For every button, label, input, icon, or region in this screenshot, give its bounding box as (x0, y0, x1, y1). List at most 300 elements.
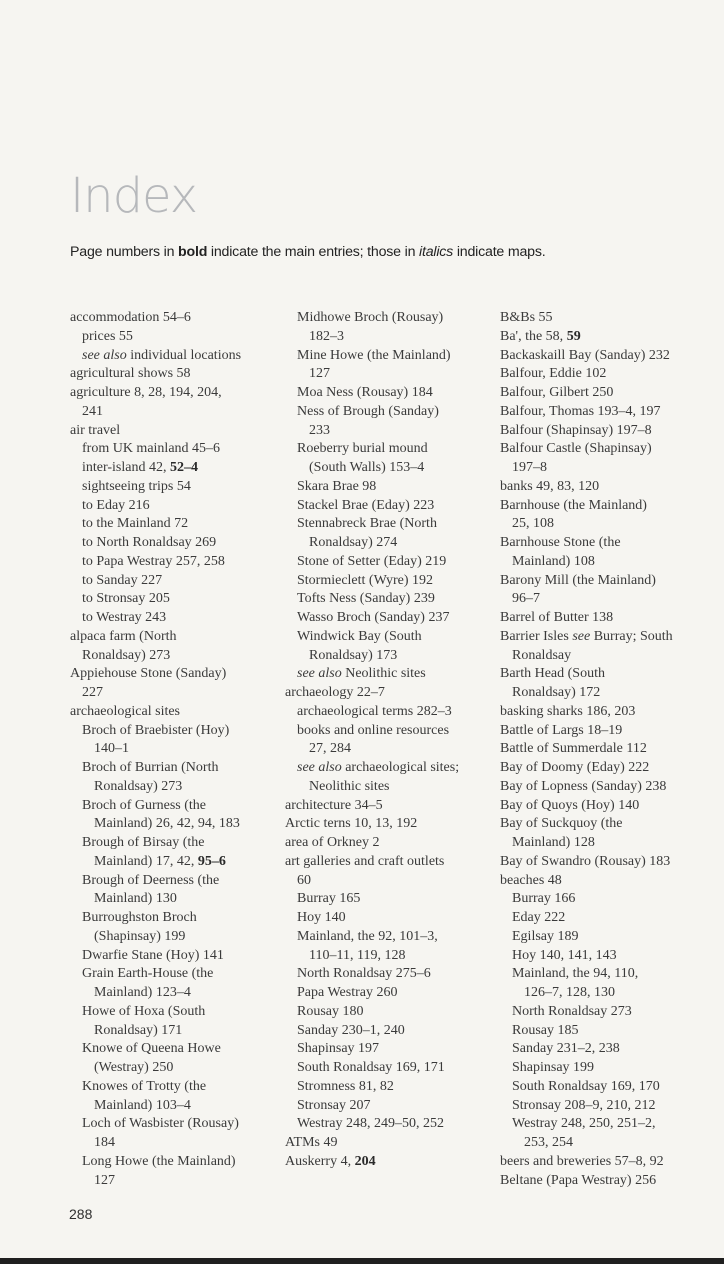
entry-text: Sanday 231–2, 238 (512, 1041, 620, 1057)
entry-text: Bay of Suckquoy (the (500, 816, 623, 832)
index-entry (70, 834, 282, 872)
index-entry (500, 1022, 722, 1041)
index-entry (500, 1059, 722, 1078)
entry-text: Grain Earth-House (the (82, 966, 214, 982)
entry-text: 127 (309, 366, 330, 382)
index-entry-line (500, 553, 722, 572)
entry-text: to Eday 216 (82, 497, 150, 513)
index-entry (285, 1022, 495, 1041)
index-entry-line (285, 965, 495, 984)
index-entry (285, 497, 495, 516)
entry-text: Stackel Brae (Eday) 223 (297, 497, 435, 513)
index-entry-line (285, 309, 495, 328)
note-italic-word: italics (419, 244, 454, 260)
entry-text: sightseeing trips 54 (82, 478, 191, 494)
index-entry-line (500, 928, 722, 947)
index-entry (285, 553, 495, 572)
entry-text: Ronaldsay) 274 (309, 535, 398, 550)
note-text-end: indicate maps. (453, 244, 546, 260)
index-entry (285, 965, 495, 984)
entry-text: 241 (82, 403, 103, 419)
index-entry-line (285, 347, 495, 366)
entry-text: Battle of Summerdale 112 (500, 741, 647, 757)
bold-page-ref: 59 (566, 328, 581, 344)
index-entry-line (70, 459, 282, 478)
entry-text: 110–11, 119, 128 (309, 947, 406, 963)
index-entry-line (285, 665, 495, 684)
index-entry-line (70, 478, 282, 497)
entry-text: Mine Howe (the Mainland) (297, 347, 451, 363)
index-entry-line (70, 309, 282, 328)
index-entry (500, 778, 722, 797)
index-entry-line (70, 1022, 282, 1041)
index-entry (70, 1153, 282, 1191)
index-entry (500, 478, 722, 497)
index-entry (500, 1153, 722, 1172)
index-entry (285, 609, 495, 628)
index-entry-line (70, 1134, 282, 1153)
index-entry-line (70, 984, 282, 1003)
entry-text: Stromness 81, 82 (297, 1078, 394, 1094)
entry-text: area of Orkney 2 (285, 835, 380, 850)
index-entry-line (500, 684, 722, 703)
index-entry (70, 797, 282, 835)
index-entry (500, 440, 722, 478)
entry-text: agriculture 8, 28, 194, 204, (70, 385, 222, 400)
entry-text: Ba', the 58, (500, 328, 567, 344)
entry-text: Bay of Lopness (Sanday) 238 (500, 778, 667, 794)
index-entry-line (285, 515, 495, 534)
index-entry (70, 553, 282, 572)
index-entry-line (500, 403, 722, 422)
index-entry-line (285, 459, 495, 478)
index-entry (70, 384, 282, 422)
index-entry (285, 590, 495, 609)
index-entry-line (500, 497, 722, 516)
entry-text: Loch of Wasbister (Rousay) (82, 1116, 239, 1132)
scan-edge (0, 1258, 724, 1264)
index-entry (70, 572, 282, 591)
index-entry (500, 759, 722, 778)
index-entry (285, 1115, 495, 1134)
index-entry-line (285, 797, 495, 816)
entry-text: Burray; South (590, 628, 673, 644)
index-entry (70, 534, 282, 553)
entry-text: Ronaldsay) 273 (94, 778, 183, 794)
entry-text: archaeological sites; (341, 760, 460, 775)
entry-text: B&Bs 55 (500, 310, 553, 325)
entry-text: Ronaldsay) 172 (512, 685, 601, 700)
index-entry-line (70, 759, 282, 778)
entry-text: Moa Ness (Rousay) 184 (297, 385, 433, 400)
entry-text: Barrier Isles (500, 628, 573, 644)
index-entry-line (285, 1153, 495, 1172)
entry-text: ATMs 49 (285, 1135, 338, 1150)
index-entry-line (70, 703, 282, 722)
index-entry-line (500, 422, 722, 441)
index-entry (70, 1003, 282, 1041)
entry-text: 253, 254 (524, 1135, 573, 1150)
index-entry-line (500, 722, 722, 741)
index-entry-line (70, 778, 282, 797)
entry-text: Neolithic sites (309, 778, 390, 794)
entry-text: Neolithic sites (341, 666, 426, 682)
index-entry (500, 365, 722, 384)
index-entry-line (500, 759, 722, 778)
index-entry (70, 459, 282, 478)
entry-text: Stennabreck Brae (North (297, 516, 437, 532)
index-entry-line (285, 365, 495, 384)
index-entry (70, 1115, 282, 1153)
index-entry-line (70, 422, 282, 441)
index-entry-line (500, 1134, 722, 1153)
index-entry (70, 628, 282, 666)
index-entry (285, 478, 495, 497)
index-entry (70, 497, 282, 516)
entry-text: Stone of Setter (Eday) 219 (297, 553, 447, 569)
index-entry (70, 478, 282, 497)
index-entry-line (285, 647, 495, 666)
entry-text: Arctic terns 10, 13, 192 (285, 816, 418, 832)
index-entry (70, 909, 282, 947)
index-entry-line (500, 984, 722, 1003)
entry-text: individual locations (126, 347, 242, 363)
entry-text: Windwick Bay (South (297, 628, 422, 644)
index-entry-line (70, 834, 282, 853)
entry-text: to Stronsay 205 (82, 591, 170, 607)
index-entry (70, 965, 282, 1003)
index-entry (500, 572, 722, 610)
entry-text: Sanday 230–1, 240 (297, 1022, 405, 1038)
index-entry (285, 797, 495, 816)
index-entry-line (70, 1040, 282, 1059)
index-entry (70, 947, 282, 966)
index-entry (500, 1078, 722, 1097)
index-entry (500, 703, 722, 722)
entry-text: from UK mainland 45–6 (82, 441, 221, 457)
index-entry-line (500, 478, 722, 497)
entry-text: Bay of Swandro (Rousay) 183 (500, 853, 671, 869)
entry-text: Howe of Hoxa (South (82, 1003, 206, 1019)
index-entry (285, 1097, 495, 1116)
index-entry-line (500, 890, 722, 909)
index-entry-line (500, 797, 722, 816)
index-entry-line (285, 1115, 495, 1134)
index-entry-line (500, 965, 722, 984)
entry-text: Broch of Burrian (North (82, 760, 219, 775)
index-entry-line (500, 1022, 722, 1041)
index-entry-line (285, 384, 495, 403)
index-entry (70, 365, 282, 384)
index-entry (500, 797, 722, 816)
entry-text: Papa Westray 260 (297, 985, 398, 1000)
index-entry-line (70, 572, 282, 591)
italic-text: see also (82, 347, 127, 363)
entry-text: Balfour, Thomas 193–4, 197 (500, 403, 661, 419)
index-entry-line (70, 1097, 282, 1116)
entry-text: Mainland) 26, 42, 94, 183 (94, 816, 240, 832)
index-entry-line (500, 572, 722, 591)
entry-text: art galleries and craft outlets (285, 853, 445, 869)
entry-text: Roeberry burial mound (297, 441, 428, 457)
entry-text: 25, 108 (512, 516, 554, 532)
index-entry-line (500, 1097, 722, 1116)
entry-text: Barnhouse (the Mainland) (500, 497, 647, 513)
index-entry-line (285, 815, 495, 834)
entry-text: basking sharks 186, 203 (500, 703, 636, 719)
index-entry (70, 515, 282, 534)
index-entry-line (285, 403, 495, 422)
index-entry-line (500, 515, 722, 534)
index-entry (285, 703, 495, 722)
index-entry (285, 984, 495, 1003)
index-entry (500, 722, 722, 741)
index-entry-line (500, 365, 722, 384)
index-entry (70, 590, 282, 609)
index-entry (500, 309, 722, 328)
index-entry-line (70, 403, 282, 422)
index-entry-line (70, 628, 282, 647)
index-entry-line (285, 872, 495, 891)
entry-text: South Ronaldsay 169, 170 (512, 1078, 660, 1094)
index-entry-line (70, 797, 282, 816)
index-entry-line (500, 647, 722, 666)
entry-text: Balfour Castle (Shapinsay) (500, 441, 652, 457)
index-entry-line (70, 853, 282, 872)
index-entry (285, 1078, 495, 1097)
entry-text: to Sanday 227 (82, 572, 163, 588)
entry-text: Barony Mill (the Mainland) (500, 572, 656, 588)
entry-text: 27, 284 (309, 741, 351, 757)
index-entry (285, 665, 495, 684)
entry-text: Westray 248, 250, 251–2, (512, 1116, 656, 1132)
index-entry-line (285, 684, 495, 703)
entry-text: 184 (94, 1135, 115, 1150)
entry-text: beers and breweries 57–8, 92 (500, 1153, 664, 1169)
entry-text: Ronaldsay (512, 647, 572, 663)
index-entry (500, 1115, 722, 1153)
entry-text: Bay of Doomy (Eday) 222 (500, 760, 650, 775)
bold-page-ref: 95–6 (197, 853, 226, 869)
entry-text: Ronaldsay) 173 (309, 647, 398, 663)
entry-text: prices 55 (82, 328, 133, 344)
entry-text: Backaskaill Bay (Sanday) 232 (500, 347, 670, 363)
entry-text: Westray 248, 249–50, 252 (297, 1116, 445, 1132)
index-entry-line (285, 478, 495, 497)
entry-text: Hoy 140 (297, 910, 346, 925)
entry-text: (Westray) 250 (94, 1060, 174, 1075)
index-entry-line (70, 1172, 282, 1191)
entry-text: North Ronaldsay 275–6 (297, 966, 431, 982)
index-entry (500, 853, 722, 872)
index-entry (285, 384, 495, 403)
index-entry (70, 347, 282, 366)
index-entry-line (285, 890, 495, 909)
index-entry-line (500, 1172, 722, 1191)
index-entry (285, 684, 495, 703)
index-entry (500, 1003, 722, 1022)
entry-text: Barnhouse Stone (the (500, 535, 621, 550)
index-entry (70, 1040, 282, 1078)
index-entry-line (70, 609, 282, 628)
index-entry-line (285, 609, 495, 628)
entry-text: Brough of Birsay (the (82, 835, 205, 850)
entry-text: Burroughston Broch (82, 910, 197, 925)
entry-text: books and online resources (297, 722, 450, 738)
index-entry-line (285, 853, 495, 872)
entry-text: Brough of Deerness (the (82, 872, 220, 888)
entry-text: Mainland) 128 (512, 835, 595, 850)
index-entry-line (285, 1040, 495, 1059)
index-entry (285, 1003, 495, 1022)
entry-text: Burray 165 (297, 891, 361, 907)
entry-text: North Ronaldsay 273 (512, 1003, 632, 1019)
index-entry (285, 759, 495, 797)
entry-text: 127 (94, 1172, 115, 1188)
index-entry-line (285, 328, 495, 347)
index-entry (500, 665, 722, 703)
index-entry-line (70, 590, 282, 609)
index-entry (500, 890, 722, 909)
index-entry (285, 928, 495, 966)
index-entry-line (500, 853, 722, 872)
index-entry-line (70, 815, 282, 834)
index-entry-line (285, 590, 495, 609)
index-entry-line (500, 872, 722, 891)
index-entry-line (70, 947, 282, 966)
index-entry-line (285, 928, 495, 947)
entry-text: 227 (82, 685, 103, 700)
index-entry-line (70, 497, 282, 516)
index-column-2 (285, 309, 495, 1172)
index-entry-line (500, 703, 722, 722)
entry-text: 197–8 (512, 460, 547, 475)
index-entry-line (500, 347, 722, 366)
index-entry-line (500, 1003, 722, 1022)
index-entry (500, 422, 722, 441)
index-entry (500, 328, 722, 347)
index-entry-line (500, 384, 722, 403)
index-entry-line (500, 534, 722, 553)
index-entry (500, 947, 722, 966)
entry-text: (Shapinsay) 199 (94, 928, 186, 944)
index-entry (500, 740, 722, 759)
entry-text: Stormieclett (Wyre) 192 (297, 572, 434, 588)
entry-text: Barrel of Butter 138 (500, 610, 614, 625)
entry-text: alpaca farm (North (70, 628, 177, 644)
entry-text: Rousay 185 (512, 1022, 579, 1038)
index-entry (70, 703, 282, 722)
entry-text: to the Mainland 72 (82, 516, 189, 532)
entry-text: inter-island 42, (82, 460, 170, 475)
entry-text: Battle of Largs 18–19 (500, 722, 623, 738)
index-entry (285, 515, 495, 553)
index-entry (70, 440, 282, 459)
index-entry-line (70, 347, 282, 366)
entry-text: to North Ronaldsay 269 (82, 535, 217, 550)
entry-text: Barth Head (South (500, 666, 605, 682)
index-entry-line (500, 815, 722, 834)
entry-text: Midhowe Broch (Rousay) (297, 310, 444, 325)
entry-text: Dwarfie Stane (Hoy) 141 (82, 947, 224, 963)
index-entry-line (285, 1078, 495, 1097)
index-entry-line (500, 834, 722, 853)
index-entry (500, 609, 722, 628)
entry-text: architecture 34–5 (285, 797, 383, 813)
index-entry (500, 1040, 722, 1059)
index-entry-line (70, 328, 282, 347)
index-entry (285, 1153, 495, 1172)
index-entry-line (70, 1003, 282, 1022)
index-entry-line (285, 628, 495, 647)
index-entry (500, 815, 722, 853)
entry-text: Skara Brae 98 (297, 478, 377, 494)
entry-text: to Westray 243 (82, 610, 167, 625)
index-entry-line (500, 909, 722, 928)
entry-text: Bay of Quoys (Hoy) 140 (500, 797, 640, 813)
entry-text: Appiehouse Stone (Sanday) (70, 666, 227, 682)
index-entry-line (285, 440, 495, 459)
entry-text: 182–3 (309, 328, 344, 344)
index-entry-line (500, 1153, 722, 1172)
index-column-3 (500, 309, 722, 1190)
entry-text: Ness of Brough (Sanday) (297, 403, 439, 419)
index-entry (285, 853, 495, 891)
index-entry-line (285, 1134, 495, 1153)
index-entry-line (285, 572, 495, 591)
index-entry (500, 497, 722, 535)
entry-text: Broch of Gurness (the (82, 797, 207, 813)
index-entry (285, 628, 495, 666)
index-entry (70, 328, 282, 347)
index-entry (500, 928, 722, 947)
index-entry-line (285, 909, 495, 928)
index-entry-line (500, 665, 722, 684)
index-entry (500, 534, 722, 572)
index-entry (285, 403, 495, 441)
entry-text: Tofts Ness (Sanday) 239 (297, 591, 435, 607)
entry-text: agricultural shows 58 (70, 366, 191, 382)
note-text-start: Page numbers in (70, 244, 179, 260)
entry-text: Mainland) 130 (94, 891, 177, 907)
entry-text: Ronaldsay) 273 (82, 647, 171, 663)
index-entry-line (285, 497, 495, 516)
index-entry-line (285, 740, 495, 759)
entry-text: Mainland, the 92, 101–3, (297, 928, 438, 944)
index-entry-line (285, 1097, 495, 1116)
entry-text: Hoy 140, 141, 143 (512, 947, 617, 963)
index-entry (500, 872, 722, 891)
index-entry-line (500, 328, 722, 347)
entry-text: Mainland, the 94, 110, (512, 966, 639, 982)
index-entry (500, 1097, 722, 1116)
index-entry-line (70, 890, 282, 909)
entry-text: Shapinsay 199 (512, 1060, 595, 1075)
index-entry-line (70, 1115, 282, 1134)
index-entry-line (70, 440, 282, 459)
entry-text: Long Howe (the Mainland) (82, 1153, 236, 1169)
index-entry-line (70, 1059, 282, 1078)
index-entry-line (70, 872, 282, 891)
index-entry (500, 909, 722, 928)
note-text-middle: indicate the main entries; those in (207, 244, 419, 260)
index-entry (285, 309, 495, 347)
entry-text: banks 49, 83, 120 (500, 478, 600, 494)
index-entry (70, 722, 282, 760)
index-entry (285, 572, 495, 591)
entry-text: Burray 166 (512, 891, 576, 907)
index-entry-line (70, 534, 282, 553)
